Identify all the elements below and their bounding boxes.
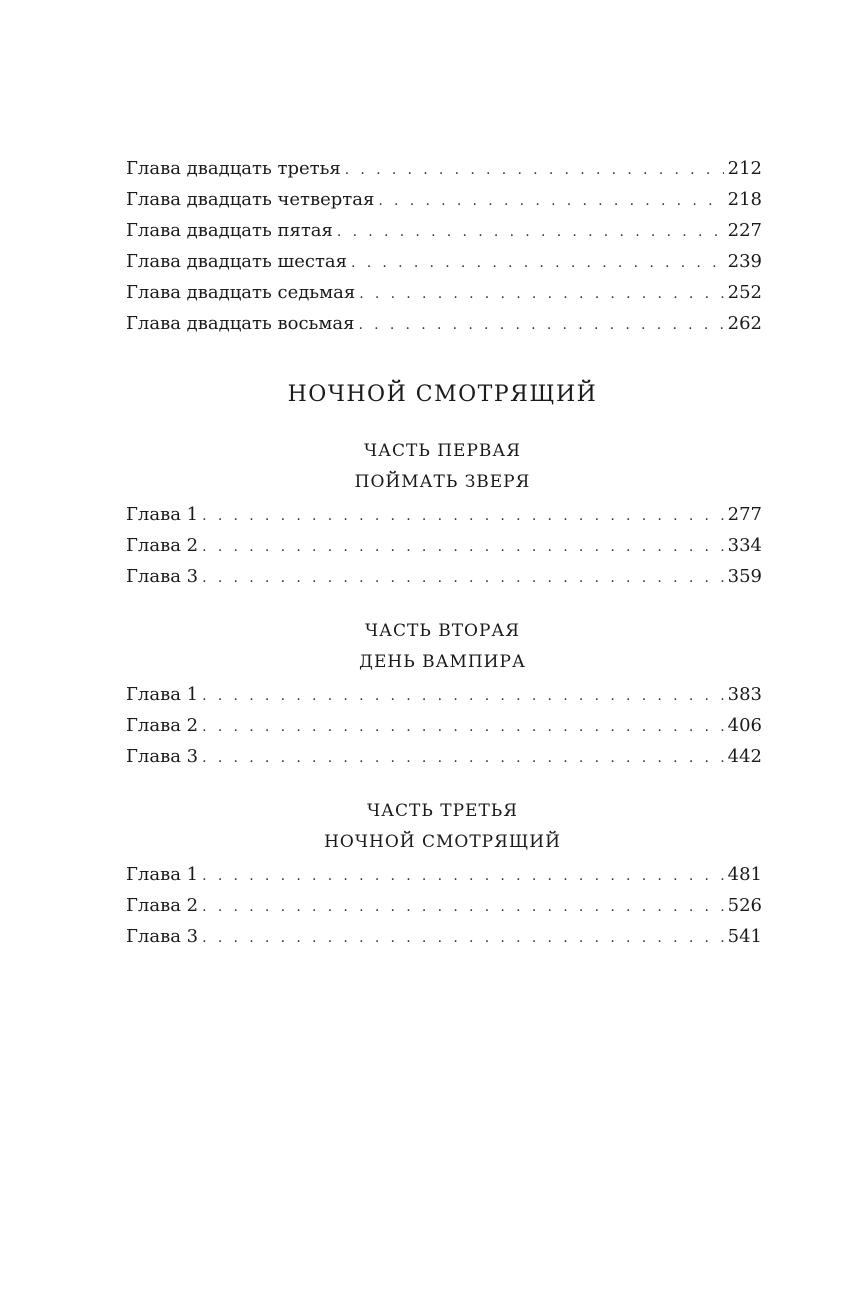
toc-entry-page: 406 xyxy=(727,715,762,736)
part-label: ЧАСТЬ ВТОРАЯ xyxy=(364,621,521,641)
toc-entry-page: 526 xyxy=(727,895,762,916)
dot-leader xyxy=(202,501,724,532)
dot-leader xyxy=(202,743,724,774)
toc-entry-title: Глава двадцать пятая xyxy=(126,220,333,241)
toc-entry xyxy=(126,679,762,710)
toc-entry-title: Глава 1 xyxy=(126,684,199,705)
dot-leader xyxy=(345,155,724,186)
toc-entry-title: Глава двадцать седьмая xyxy=(126,282,356,303)
toc-entry xyxy=(126,921,762,952)
toc-entry xyxy=(126,561,762,592)
toc-entry xyxy=(126,741,762,772)
toc-entry-page: 383 xyxy=(727,684,762,705)
toc-entry-title: Глава двадцать восьмая xyxy=(126,313,355,334)
toc-entry xyxy=(126,530,762,561)
dot-leader xyxy=(202,563,724,594)
toc-entry xyxy=(126,308,762,339)
toc-entry-page: 227 xyxy=(727,220,762,241)
toc-entry-page: 359 xyxy=(727,566,762,587)
dot-leader xyxy=(202,923,724,954)
part-label: ЧАСТЬ ПЕРВАЯ xyxy=(364,441,521,461)
toc-entry xyxy=(126,153,762,184)
toc-entry xyxy=(126,890,762,921)
toc-entry xyxy=(126,277,762,308)
toc-entry xyxy=(126,215,762,246)
toc-entry-title: Глава 2 xyxy=(126,535,199,556)
toc-entry-title: Глава двадцать четвертая xyxy=(126,189,375,210)
part-name: ПОЙМАТЬ ЗВЕРЯ xyxy=(354,472,531,492)
dot-leader xyxy=(337,217,724,248)
toc-entry-title: Глава 3 xyxy=(126,566,199,587)
toc-entry-page: 442 xyxy=(727,746,762,767)
toc-entry-title: Глава двадцать третья xyxy=(126,158,341,179)
toc-entry-page: 239 xyxy=(727,251,762,272)
toc-entry-title: Глава 3 xyxy=(126,746,199,767)
toc-block-previous-chapters xyxy=(126,153,762,339)
toc-entry xyxy=(126,246,762,277)
toc-block-part-2 xyxy=(126,679,762,772)
dot-leader xyxy=(202,892,724,923)
toc-entry-title: Глава двадцать шестая xyxy=(126,251,348,272)
part-name: НОЧНОЙ СМОТРЯЩИЙ xyxy=(324,832,561,852)
dot-leader xyxy=(202,712,724,743)
toc-entry-page: 277 xyxy=(727,504,762,525)
toc-entry-page: 212 xyxy=(727,158,762,179)
dot-leader xyxy=(202,681,724,712)
toc-entry-title: Глава 3 xyxy=(126,926,199,947)
dot-leader xyxy=(358,310,723,341)
dot-leader xyxy=(351,248,724,279)
toc-entry-page: 252 xyxy=(727,282,762,303)
toc-entry-title: Глава 2 xyxy=(126,895,199,916)
toc-entry xyxy=(126,184,762,215)
dot-leader xyxy=(378,186,723,217)
dot-leader xyxy=(359,279,723,310)
dot-leader xyxy=(202,532,724,563)
toc-entry-page: 262 xyxy=(727,313,762,334)
part-label: ЧАСТЬ ТРЕТЬЯ xyxy=(367,801,518,821)
toc-entry-title: Глава 1 xyxy=(126,864,199,885)
toc-entry-title: Глава 1 xyxy=(126,504,199,525)
toc-block-part-3 xyxy=(126,859,762,952)
dot-leader xyxy=(202,861,724,892)
toc-entry-title: Глава 2 xyxy=(126,715,199,736)
toc-block-part-1 xyxy=(126,499,762,592)
toc-entry-page: 334 xyxy=(727,535,762,556)
book-title: НОЧНОЙ СМОТРЯЩИЙ xyxy=(287,382,598,407)
toc-entry xyxy=(126,499,762,530)
toc-entry-page: 218 xyxy=(727,189,762,210)
toc-entry-page: 481 xyxy=(727,864,762,885)
toc-entry xyxy=(126,710,762,741)
part-name: ДЕНЬ ВАМПИРА xyxy=(359,652,526,672)
toc-entry-page: 541 xyxy=(727,926,762,947)
toc-entry xyxy=(126,859,762,890)
